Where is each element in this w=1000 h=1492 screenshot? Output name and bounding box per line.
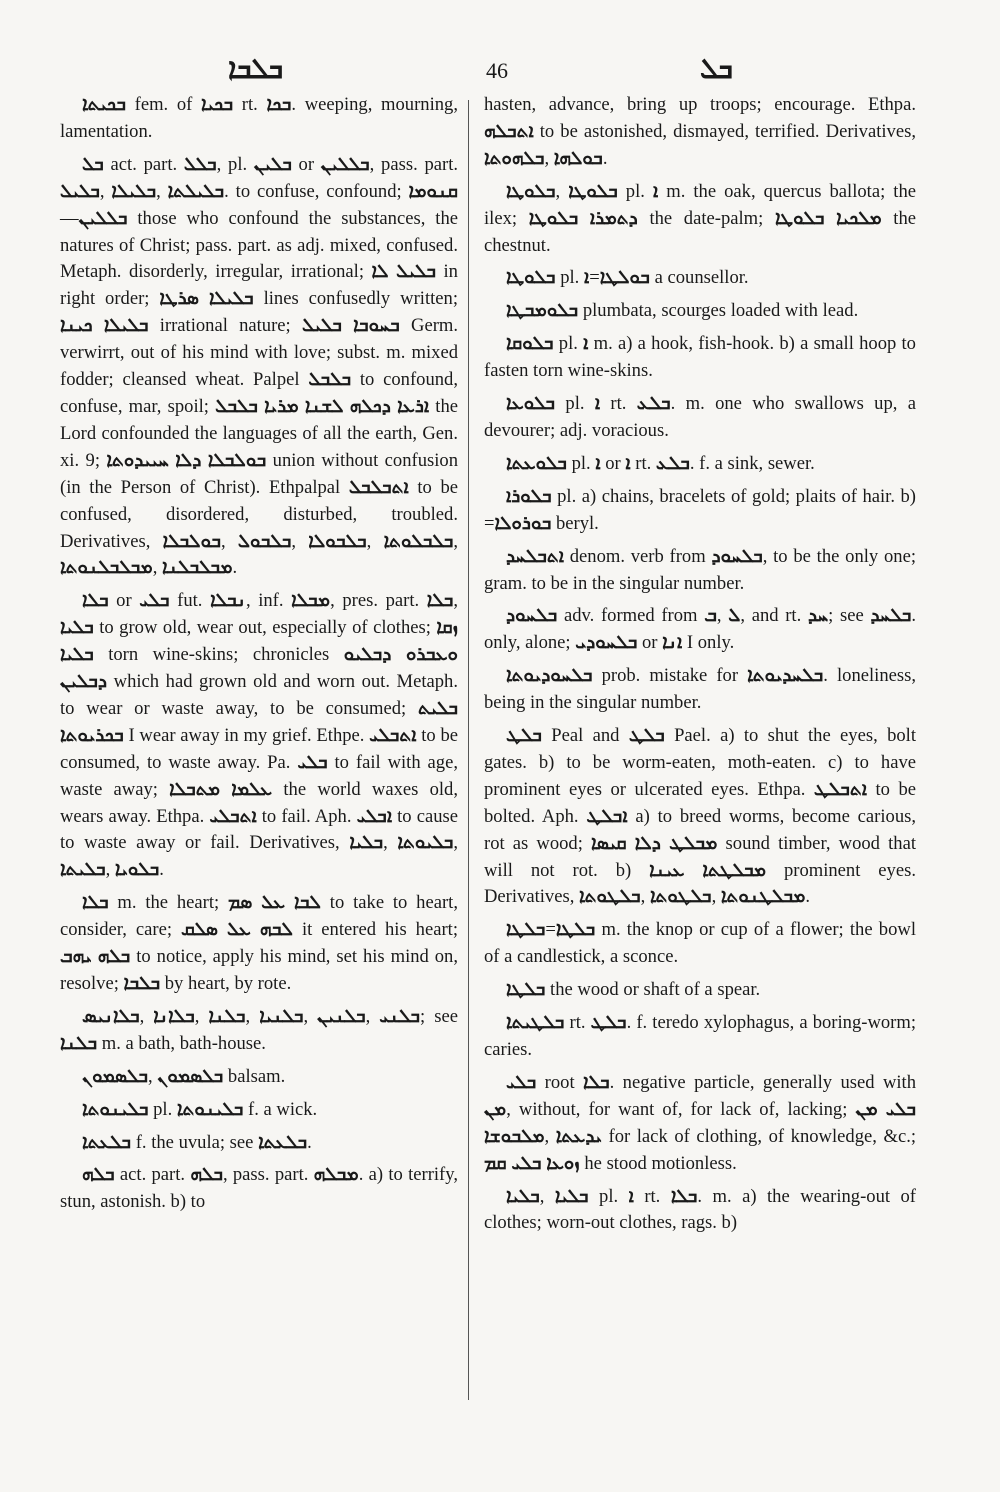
entry: ܒܠܘܛܐ, ܒܠܘܛܐ pl. ܐ m. the oak, quercus ballota; the ilex; ܒܠܘܛܐ ܕܬܡܪܐ the date-palm; ܒܠܘܛܐ ܡܠܟܝܐ the chestnut. (484, 180, 917, 256)
entry: ܒܠܚܘܕ adv. formed from ܒ, ܠ, and rt. ܚܕ; see ܒܠܚܕ. only, alone; ܒܠܚܘܕܝ or ܐܢܐ I only. (484, 605, 917, 654)
entry: ܒܠܐ or ܒܠܝ fut. ܢܒܠܐ, inf. ܡܒܠܐ, pres. part. ܒܠܐ, ܒܠܝܐ to grow old, wear out, especially of clothes; ܙܩܐ ܒܠܝܐ torn wine-skins; chronicles ܕܒܠܝܘ ܘܥܒܪܘ ܕܒܠܝܢ which had grown old and worn out. Metaph. to wear or waste away, to be consumed; ܒܠܝܬ ܒܟܪܝܘܬܐ I wear away in my grief. Ethpe. ܐܬܒܠܝ to be consumed, to waste away. Pa. ܒܠܝ to fail with age, waste away; ܡܬܒܠܐ ܥܠܡܐ the world waxes old, wears away. Ethpa. ܐܬܒܠܝ to fail. Aph. ܐܒܠܝ to cause to waste away or fail. Derivatives, ܒܠܝܐ, ܒܠܝܘܬܐ, ܒܠܝܬܐ, ܒܠܘܝܐ. (60, 590, 459, 881)
entry: ܒܠܘܪܐ pl. a) chains, bracelets of gold; plaits of hair. b) =ܒܘܪܘܠܐ beryl. (484, 485, 916, 534)
page-header (0, 52, 1000, 92)
entry: ܒܠܣܡܘܢ, ܒܠܣܡܘܢ balsam. (82, 1065, 286, 1087)
entry: ܒܟܝܬܐ fem. of ܒܟܝܐ rt. ܒܟܐ. weeping, mourning, lamentation. (60, 94, 458, 142)
entry: ܒܠܥܬܐ f. the uvula; see ܒܠܥܬܐ. (82, 1131, 312, 1153)
entry: ܒܠܛܝܬܐ rt. ܒܠܛ. f. teredo xylophagus, a boring-worm; caries. (484, 1012, 916, 1060)
entry: ܒܠܘܥܐ pl. ܐ rt. ܒܠܥ. m. one who swallows up, a devourer; adj. voracious. (484, 393, 916, 441)
entry: ܒܠܘܛܐ pl. ܐ=ܒܘܠܛܐ a counsellor. (506, 267, 749, 289)
entry-continuation: hasten, advance, bring up troops; encourage. Ethpa. ܐܬܒܠܗ to be astonished, dismayed, terrified. Derivatives, ܒܠܗܘܬܐ, ܒܘܠܗܐ. (484, 94, 916, 169)
entry: ܒܠܛ Peal and ܒܠܛ Pael. a) to shut the eyes, bolt gates. b) to be worm-eaten, moth-eaten. c) to have prominent eyes or ulcerated eyes. Ethpa. ܐܬܒܠܛ to be bolted. Aph. ܐܒܠܛ a) to breed worms, become carious, rot as wood; ܩܝܣܐ ܕܠܐ ܡܒܠܛ sound timber, wood that will not rot. b) ܥܝܢܐ ܡܒܠܛܬܐ prominent eyes. Derivatives, ܒܠܛܘܬܐ, ܒܠܛܘܬܐ, ܡܒܠܛܢܘܬܐ. (484, 725, 916, 908)
entry: ܒܠܛܐ the wood or shaft of a spear. (506, 979, 761, 1001)
column-divider (468, 100, 469, 1400)
entry: ܐܬܒܠܚܕ denom. verb from ܒܠܚܘܕ, to be the only one; gram. to be in the singular number. (484, 545, 916, 594)
entry: ܒܠܝ root ܒܠܐ. negative particle, generally used with ܡܢ, without, for want of, for lack of, lacking; ܡܢ ܒܠܝ ܡܠܒܘܫܐ, ܝܕܥܬܐ for lack of clothing, of knowledge, &c.; ܩܡ ܒܠܝ ܙܘܥܐ he stood motionless. (484, 1071, 917, 1174)
entry: ܒܠܘܥܬܐ pl. ܐ or ܐ rt. ܒܠܥ. f. a sink, sewer. (506, 452, 815, 474)
header-left-word: ܒܠܒܐ (228, 52, 284, 85)
entry: ܒܠܝܢܘܬܐ pl. ܒܠܝܢܘܬܐ f. a wick. (82, 1098, 318, 1120)
entry: ܒܠܘܩܐ pl. ܐ m. a) a hook, fish-hook. b) a small hoop to fasten torn wine-skins. (484, 333, 916, 382)
entry: ܒܠܗ act. part. ܒܠܗ, pass. part. ܡܒܠܗ. a) to terrify, stun, astonish. b) to (60, 1164, 458, 1213)
entry: ܒܠ act. part. ܒܠܠ, pl. ܒܠܝܢ or ܒܠܠܝܢ, pass. part. ܒܠܝܠ, ܒܠܝܠܐ, ܒܠܝܠܬܐ. to confuse, confound; ܩܢܘܡܐ—ܒܠܠܝܢ those who confound the substances, the natures of Christ; pass. part. as adj. mixed, confused. Metaph. disorderly, irregular, irrational; ܠܐ ܒܠܝܠ in right order; ܣܪܛܐ ܒܠܝܠܐ lines confusedly written; ܟܝܢܐ ܒܠܝܠܐ irrational nature; ܒܠܝܠ ܒܚܘܒܐ Germ. verwirrt, out of his mind with love; subst. m. mixed fodder; cleansed wheat. Palpel ܒܠܒܠ to confound, confuse, mar, spoil; ܒܠܒܠ ܡܪܝܐ ܠܫܢܐ ܕܟܠܗ ܐܪܥܐ the Lord confounded the languages of all the earth, Gen. xi. 9; ܚܝܝܕܘܬܐ ܕܠܐ ܒܘܠܒܠܐ union without confusion (in the Person of Christ). Ethpalpal ܐܬܒܠܒܠ to be confused, disordered, disturbed, troubled. Derivatives, ܒܘܠܒܠܐ, ܒܠܒܘܠ, ܒܠܒܘܠܐ, ܒܠܒܠܘܬܐ, ܡܒܠܒܠܢܘܬܐ, ܡܒܠܒܠܢܐ. (60, 153, 459, 579)
right-column (484, 92, 916, 1243)
entry: ܒܠܘܡܒܛܐ plumbata, scourges loaded with lead. (506, 300, 859, 322)
entry: ܒܠܝܐ, ܒܠܝܐ pl. ܐ rt. ܒܠܐ. m. a) the wearing-out of clothes; worn-out clothes, rags. b) (484, 1185, 916, 1234)
entry: ܒܠܚܘܕܝܘܬܐ prob. mistake for ܒܠܚܕܝܘܬܐ. loneliness, being in the singular number. (484, 665, 917, 714)
left-column (60, 92, 458, 1222)
page-number: 46 (486, 58, 508, 83)
entry: ܒܠܐ m. the heart; ܣܡ ܥܠ ܠܒܐ to take to heart, consider, care; ܣܠܩ ܥܠ ܠܒܗ it entered his heart; ܝܗܒ ܒܠܗ to notice, apply his mind, set his mind on, resolve; ܒܠܒܐ by heart, by rote. (60, 892, 459, 994)
header-right-word: ܒܠ (700, 52, 733, 85)
entry: ܒܠܛܐ=ܒܠܛܐ m. the knop or cup of a flower; the bowl of a candlestick, a sconce. (484, 919, 916, 968)
entry: ܒܠܐܢܝܣ, ܒܠܐܢܐ, ܒܠܢܐ, ܒܠܢܝܐ, ܒܠܢܝܢ, ܒܠܢܝ; see ܒܠܢܐ m. a bath, bath-house. (60, 1005, 459, 1054)
